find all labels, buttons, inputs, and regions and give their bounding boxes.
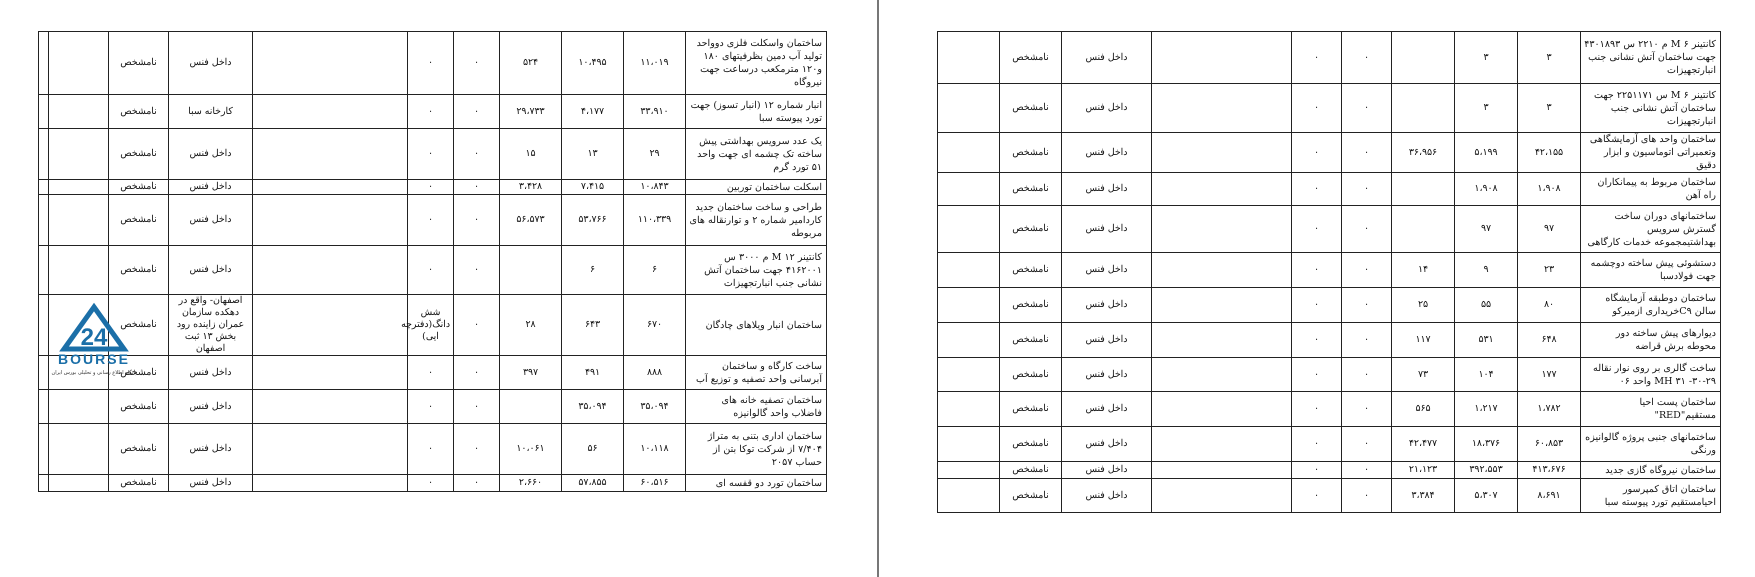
description-cell: انبار شماره ۱۲ (انبار تسوز) جهت تورد پیوسته سبا xyxy=(686,95,827,129)
value-cell: داخل فنس xyxy=(1062,173,1152,206)
value-cell: ۱۰،۴۹۵ xyxy=(562,32,624,95)
value-cell xyxy=(253,32,408,95)
description-cell: دیوارهای پیش ساخته دور محوطه برش قراضه xyxy=(1581,323,1721,358)
value-cell: نامشخص xyxy=(1000,84,1062,133)
value-cell: ۰ xyxy=(1342,84,1392,133)
value-cell xyxy=(49,95,109,129)
value-cell: داخل فنس xyxy=(169,475,253,492)
table-row xyxy=(938,479,1721,513)
value-cell xyxy=(1152,32,1292,84)
value-cell xyxy=(1152,392,1292,427)
value-cell: ۳،۳۸۴ xyxy=(1392,479,1455,513)
description-cell: ساختمان تصفیه خانه های فاضلاب واحد گالوانیزه xyxy=(686,390,827,424)
value-cell: داخل فنس xyxy=(1062,253,1152,288)
table-row xyxy=(39,246,827,295)
value-cell: ۸۸۸ xyxy=(624,356,686,390)
value-cell xyxy=(1392,32,1455,84)
value-cell: ۰ xyxy=(1292,133,1342,173)
value-cell xyxy=(1152,84,1292,133)
value-cell: ۰ xyxy=(1342,462,1392,479)
value-cell: ۹ xyxy=(1455,253,1518,288)
value-cell: ۱۰۴ xyxy=(1455,358,1518,392)
value-cell: ۰ xyxy=(1292,173,1342,206)
value-cell xyxy=(49,246,109,295)
left-assets-table xyxy=(38,31,827,492)
table-row xyxy=(39,195,827,246)
value-cell: ۳۵،۰۹۴ xyxy=(624,390,686,424)
value-cell: داخل فنس xyxy=(1062,462,1152,479)
value-cell: داخل فنس xyxy=(1062,288,1152,323)
value-cell: ۰ xyxy=(1342,392,1392,427)
value-cell xyxy=(253,95,408,129)
value-cell: شش دانگ(دفترچه ایی) xyxy=(408,295,454,356)
description-cell: ساختمان انبار ویلاهای چادگان xyxy=(686,295,827,356)
value-cell xyxy=(39,180,49,195)
value-cell: ۰ xyxy=(454,195,500,246)
value-cell: ۰ xyxy=(1342,206,1392,253)
description-cell: دستشوئی پیش ساخته دوچشمه جهت فولادسبا xyxy=(1581,253,1721,288)
value-cell xyxy=(253,295,408,356)
value-cell: ۰ xyxy=(408,475,454,492)
value-cell xyxy=(1152,288,1292,323)
value-cell: ۱،۲۱۷ xyxy=(1455,392,1518,427)
value-cell: داخل فنس xyxy=(1062,358,1152,392)
value-cell: ۵۶ xyxy=(562,424,624,475)
value-cell: ۳ xyxy=(1518,84,1581,133)
value-cell: ۸،۶۹۱ xyxy=(1518,479,1581,513)
value-cell: ۰ xyxy=(408,424,454,475)
table-row xyxy=(39,180,827,195)
value-cell xyxy=(49,475,109,492)
value-cell xyxy=(938,288,1000,323)
value-cell: داخل فنس xyxy=(1062,84,1152,133)
value-cell: نامشخص xyxy=(1000,32,1062,84)
value-cell xyxy=(938,206,1000,253)
value-cell: داخل فنس xyxy=(1062,32,1152,84)
value-cell xyxy=(1152,462,1292,479)
value-cell: ۳ xyxy=(1455,84,1518,133)
value-cell: نامشخص xyxy=(109,246,169,295)
table-row xyxy=(938,206,1721,253)
value-cell xyxy=(938,427,1000,462)
table-row xyxy=(938,358,1721,392)
value-cell: داخل فنس xyxy=(169,195,253,246)
value-cell: ۶۰،۵۱۶ xyxy=(624,475,686,492)
value-cell: نامشخص xyxy=(109,195,169,246)
table-row xyxy=(938,84,1721,133)
value-cell: ۰ xyxy=(1292,427,1342,462)
value-cell: داخل فنس xyxy=(1062,206,1152,253)
value-cell: ۳۶،۹۵۶ xyxy=(1392,133,1455,173)
value-cell: ۰ xyxy=(454,356,500,390)
value-cell: ۴۲،۱۵۵ xyxy=(1518,133,1581,173)
value-cell: ۶ xyxy=(624,246,686,295)
value-cell xyxy=(938,253,1000,288)
value-cell xyxy=(49,32,109,95)
description-cell: ساختمان دوطبقه آزمایشگاه سالن C۹خریداری ازمیرکو xyxy=(1581,288,1721,323)
value-cell: ۱۵ xyxy=(500,129,562,180)
value-cell: ۱۱۰،۳۳۹ xyxy=(624,195,686,246)
value-cell xyxy=(1392,84,1455,133)
description-cell: یک عدد سرویس بهداشتی پیش ساخته تک چشمه ای جهت واحد ۵۱ تورد گرم xyxy=(686,129,827,180)
value-cell: ۰ xyxy=(408,95,454,129)
value-cell: ۲۳ xyxy=(1518,253,1581,288)
value-cell: ۵۳۱ xyxy=(1455,323,1518,358)
value-cell xyxy=(39,195,49,246)
value-cell: نامشخص xyxy=(1000,462,1062,479)
value-cell: ۰ xyxy=(1292,479,1342,513)
value-cell: ۹۷ xyxy=(1455,206,1518,253)
description-cell: اسکلت ساختمان توربین xyxy=(686,180,827,195)
logo-wordmark: BOURSE xyxy=(58,351,130,367)
value-cell: ۰ xyxy=(1292,358,1342,392)
value-cell: ۰ xyxy=(408,195,454,246)
description-cell: ساختمان تورد دو قفسه ای xyxy=(686,475,827,492)
value-cell: ۲۹ xyxy=(624,129,686,180)
value-cell xyxy=(49,129,109,180)
value-cell xyxy=(938,462,1000,479)
value-cell: نامشخص xyxy=(1000,133,1062,173)
value-cell: ۰ xyxy=(1342,173,1392,206)
value-cell xyxy=(1392,173,1455,206)
logo-mark: 24 xyxy=(80,324,108,351)
table-row xyxy=(938,288,1721,323)
value-cell: نامشخص xyxy=(109,95,169,129)
value-cell: ۱۷۷ xyxy=(1518,358,1581,392)
value-cell: ۳۹۷ xyxy=(500,356,562,390)
value-cell: ۰ xyxy=(408,356,454,390)
value-cell: نامشخص xyxy=(109,390,169,424)
value-cell: ۳ xyxy=(1518,32,1581,84)
value-cell: ۰ xyxy=(408,246,454,295)
value-cell: داخل فنس xyxy=(169,246,253,295)
value-cell: ۳ xyxy=(1455,32,1518,84)
value-cell: ۲۹،۷۳۳ xyxy=(500,95,562,129)
value-cell: ۰ xyxy=(454,129,500,180)
value-cell: ۴۱۳،۶۷۶ xyxy=(1518,462,1581,479)
value-cell xyxy=(253,246,408,295)
description-cell: طراحی و ساخت ساختمان جدید کاردامیر شماره ۲ و توارنقاله های مربوطه xyxy=(686,195,827,246)
value-cell: ۳،۴۲۸ xyxy=(500,180,562,195)
value-cell: ۰ xyxy=(1342,323,1392,358)
value-cell: نامشخص xyxy=(1000,323,1062,358)
description-cell: ساختمانهای دوران ساخت گسترش سرویس بهداشتیمجموعه خدمات کارگاهی xyxy=(1581,206,1721,253)
value-cell: ۰ xyxy=(454,424,500,475)
value-cell: ۲۸ xyxy=(500,295,562,356)
value-cell: ۵۵ xyxy=(1455,288,1518,323)
value-cell: ۰ xyxy=(454,295,500,356)
value-cell: داخل فنس xyxy=(1062,479,1152,513)
table-row xyxy=(39,390,827,424)
value-cell: داخل فنس xyxy=(169,356,253,390)
description-cell: کانتینر M ۶ م ۲۲۱۰ س ۴۳۰۱۸۹۳ جهت ساختمان آتش نشانی جنب انبارتجهیزات xyxy=(1581,32,1721,84)
value-cell: ۰ xyxy=(1292,392,1342,427)
value-cell: ۱۴ xyxy=(1392,253,1455,288)
right-assets-table xyxy=(937,31,1721,513)
value-cell: ۱۱،۰۱۹ xyxy=(624,32,686,95)
description-cell: ساخت کارگاه و ساختمان آبرسانی واحد تصفیه و توزیع آب xyxy=(686,356,827,390)
value-cell xyxy=(39,475,49,492)
value-cell xyxy=(1152,479,1292,513)
value-cell xyxy=(253,195,408,246)
value-cell: ۱،۹۰۸ xyxy=(1518,173,1581,206)
left-page xyxy=(0,0,877,577)
value-cell: ۰ xyxy=(408,180,454,195)
value-cell xyxy=(938,479,1000,513)
value-cell: ۶۴۳ xyxy=(562,295,624,356)
value-cell xyxy=(938,133,1000,173)
value-cell xyxy=(938,323,1000,358)
value-cell: ۵،۳۰۷ xyxy=(1455,479,1518,513)
value-cell: ۰ xyxy=(1342,253,1392,288)
value-cell: نامشخص xyxy=(1000,427,1062,462)
table-row xyxy=(39,356,827,390)
value-cell: اصفهان- واقع در دهکده سازمان عمران زاینده رود بخش ۱۳ ثبت اصفهان xyxy=(169,295,253,356)
value-cell: ۴۹۱ xyxy=(562,356,624,390)
value-cell: ۰ xyxy=(408,129,454,180)
bourse-logo xyxy=(40,305,148,377)
value-cell xyxy=(938,84,1000,133)
value-cell: نامشخص xyxy=(1000,206,1062,253)
value-cell: ۵۷،۸۵۵ xyxy=(562,475,624,492)
value-cell: داخل فنس xyxy=(1062,392,1152,427)
table-row xyxy=(39,95,827,129)
value-cell: ۰ xyxy=(454,246,500,295)
value-cell: نامشخص xyxy=(109,32,169,95)
description-cell: ساختمانهای جنبی پروژه گالوانیزه ورنگی xyxy=(1581,427,1721,462)
value-cell xyxy=(253,475,408,492)
value-cell xyxy=(938,173,1000,206)
value-cell xyxy=(49,195,109,246)
value-cell: ۵۳،۷۶۶ xyxy=(562,195,624,246)
value-cell: داخل فنس xyxy=(1062,427,1152,462)
value-cell: داخل فنس xyxy=(169,180,253,195)
value-cell xyxy=(1152,358,1292,392)
value-cell: ۷۳ xyxy=(1392,358,1455,392)
value-cell: داخل فنس xyxy=(1062,133,1152,173)
value-cell: ۴۲،۴۷۷ xyxy=(1392,427,1455,462)
value-cell: ۴،۱۷۷ xyxy=(562,95,624,129)
value-cell: ۰ xyxy=(1342,358,1392,392)
value-cell: ۵۲۴ xyxy=(500,32,562,95)
table-row xyxy=(39,424,827,475)
value-cell: داخل فنس xyxy=(169,424,253,475)
value-cell: ۱،۹۰۸ xyxy=(1455,173,1518,206)
value-cell xyxy=(253,129,408,180)
value-cell: ۶۴۸ xyxy=(1518,323,1581,358)
bourse-logo-icon xyxy=(40,305,148,377)
value-cell: نامشخص xyxy=(1000,253,1062,288)
value-cell xyxy=(253,390,408,424)
value-cell: ۲۱،۱۲۳ xyxy=(1392,462,1455,479)
table-row xyxy=(938,427,1721,462)
value-cell: کارخانه سبا xyxy=(169,95,253,129)
value-cell xyxy=(500,390,562,424)
table-row xyxy=(938,253,1721,288)
value-cell: ۰ xyxy=(1342,288,1392,323)
table-row xyxy=(938,323,1721,358)
value-cell: ۳۹۲،۵۵۳ xyxy=(1455,462,1518,479)
description-cell: ساختمان واسکلت فلزی دوواحد تولید آب دمین بظرفیتهای ۱۸۰ و۱۲۰ مترمکعب درساعت جهت نیروگاه xyxy=(686,32,827,95)
description-cell: کانتینر M ۶ س ۲۲۵۱۱۷۱ جهت ساختمان آتش نشانی جنب انبارتجهیزات xyxy=(1581,84,1721,133)
value-cell xyxy=(1392,206,1455,253)
value-cell: ۰ xyxy=(1342,479,1392,513)
value-cell: ۶ xyxy=(562,246,624,295)
right-page xyxy=(879,0,1755,577)
value-cell: داخل فنس xyxy=(169,32,253,95)
value-cell: ۳۳،۹۱۰ xyxy=(624,95,686,129)
value-cell: ۰ xyxy=(408,390,454,424)
value-cell xyxy=(1152,253,1292,288)
table-row xyxy=(39,475,827,492)
value-cell: نامشخص xyxy=(109,424,169,475)
value-cell xyxy=(49,180,109,195)
value-cell: نامشخص xyxy=(1000,358,1062,392)
value-cell xyxy=(39,129,49,180)
value-cell: ۰ xyxy=(454,95,500,129)
value-cell xyxy=(1152,427,1292,462)
value-cell: ۰ xyxy=(454,390,500,424)
table-row xyxy=(938,392,1721,427)
value-cell: ۱۰،۰۶۱ xyxy=(500,424,562,475)
description-cell: ساختمان اتاق کمپرسور احیامستقیم تورد پیوسته سبا xyxy=(1581,479,1721,513)
logo-tagline: پایگاه اطلاع رسانی و تحلیلی بورس ایران xyxy=(51,370,137,376)
value-cell xyxy=(500,246,562,295)
value-cell: ۰ xyxy=(1342,427,1392,462)
value-cell: ۵،۱۹۹ xyxy=(1455,133,1518,173)
value-cell: ۵۶،۵۷۳ xyxy=(500,195,562,246)
value-cell xyxy=(39,390,49,424)
table-row xyxy=(938,133,1721,173)
value-cell: ۰ xyxy=(1292,323,1342,358)
value-cell: ۱۰،۱۱۸ xyxy=(624,424,686,475)
value-cell xyxy=(39,246,49,295)
table-row xyxy=(938,32,1721,84)
value-cell: ۶۷۰ xyxy=(624,295,686,356)
value-cell xyxy=(49,390,109,424)
value-cell xyxy=(39,424,49,475)
value-cell: ۳۵،۰۹۴ xyxy=(562,390,624,424)
description-cell: ساختمان مربوط به پیمانکاران راه آهن xyxy=(1581,173,1721,206)
value-cell: نامشخص xyxy=(1000,288,1062,323)
value-cell: داخل فنس xyxy=(1062,323,1152,358)
value-cell: نامشخص xyxy=(1000,173,1062,206)
value-cell: ۱۰،۸۴۳ xyxy=(624,180,686,195)
value-cell: ۱۸،۳۷۶ xyxy=(1455,427,1518,462)
value-cell xyxy=(1152,133,1292,173)
description-cell: ساختمان اداری بتنی به متراژ ۷/۴۰۴ از شرکت توکا بتن از حساب ۲۰۵۷ xyxy=(686,424,827,475)
value-cell: نامشخص xyxy=(109,180,169,195)
value-cell xyxy=(1152,206,1292,253)
value-cell: ۰ xyxy=(1342,32,1392,84)
value-cell xyxy=(938,358,1000,392)
value-cell xyxy=(938,32,1000,84)
description-cell: ساختمان نیروگاه گازی جدید xyxy=(1581,462,1721,479)
description-cell: ساختمان واحد های آزمایشگاهی وتعمیراتی اتوماسیون و ابزار دقیق xyxy=(1581,133,1721,173)
value-cell: ۰ xyxy=(454,32,500,95)
value-cell: ۰ xyxy=(1342,133,1392,173)
table-row xyxy=(39,295,827,356)
value-cell: ۰ xyxy=(1292,32,1342,84)
value-cell xyxy=(253,180,408,195)
description-cell: ساختمان پست احیا مستقیم"RED" xyxy=(1581,392,1721,427)
value-cell: نامشخص xyxy=(1000,392,1062,427)
description-cell: ساخت گالری بر روی نوار نقاله ۲۹-۳۰- ۳۱ MH واحد ۰۶ xyxy=(1581,358,1721,392)
value-cell: ۰ xyxy=(454,180,500,195)
value-cell: ۲۵ xyxy=(1392,288,1455,323)
value-cell: ۰ xyxy=(1292,84,1342,133)
value-cell xyxy=(49,424,109,475)
value-cell xyxy=(938,392,1000,427)
value-cell: ۱۱۷ xyxy=(1392,323,1455,358)
value-cell: نامشخص xyxy=(109,129,169,180)
value-cell: نامشخص xyxy=(109,475,169,492)
value-cell: ۰ xyxy=(1292,206,1342,253)
value-cell xyxy=(1152,173,1292,206)
value-cell: ۱،۷۸۲ xyxy=(1518,392,1581,427)
value-cell xyxy=(39,95,49,129)
value-cell: ۷،۴۱۵ xyxy=(562,180,624,195)
value-cell xyxy=(39,32,49,95)
value-cell: ۰ xyxy=(1292,288,1342,323)
value-cell: ۲،۶۶۰ xyxy=(500,475,562,492)
value-cell: ۶۰،۸۵۳ xyxy=(1518,427,1581,462)
value-cell: ۰ xyxy=(1292,253,1342,288)
table-row xyxy=(938,173,1721,206)
table-row xyxy=(938,462,1721,479)
value-cell: داخل فنس xyxy=(169,129,253,180)
value-cell: نامشخص xyxy=(1000,479,1062,513)
value-cell xyxy=(253,356,408,390)
value-cell: ۹۷ xyxy=(1518,206,1581,253)
value-cell: ۰ xyxy=(454,475,500,492)
value-cell: داخل فنس xyxy=(169,390,253,424)
value-cell: ۸۰ xyxy=(1518,288,1581,323)
value-cell xyxy=(253,424,408,475)
value-cell: ۰ xyxy=(1292,462,1342,479)
value-cell xyxy=(1152,323,1292,358)
table-row xyxy=(39,129,827,180)
description-cell: کانتینر M ۱۲ م ۳۰۰۰ س ۴۱۶۲۰۰۱ جهت ساختمان آتش نشانی جنب انبارتجهیزات xyxy=(686,246,827,295)
value-cell: نامشخص xyxy=(109,356,169,390)
value-cell: ۵۶۵ xyxy=(1392,392,1455,427)
value-cell: ۱۳ xyxy=(562,129,624,180)
value-cell: نامشخص xyxy=(109,295,169,356)
table-row xyxy=(39,32,827,95)
value-cell: ۰ xyxy=(408,32,454,95)
